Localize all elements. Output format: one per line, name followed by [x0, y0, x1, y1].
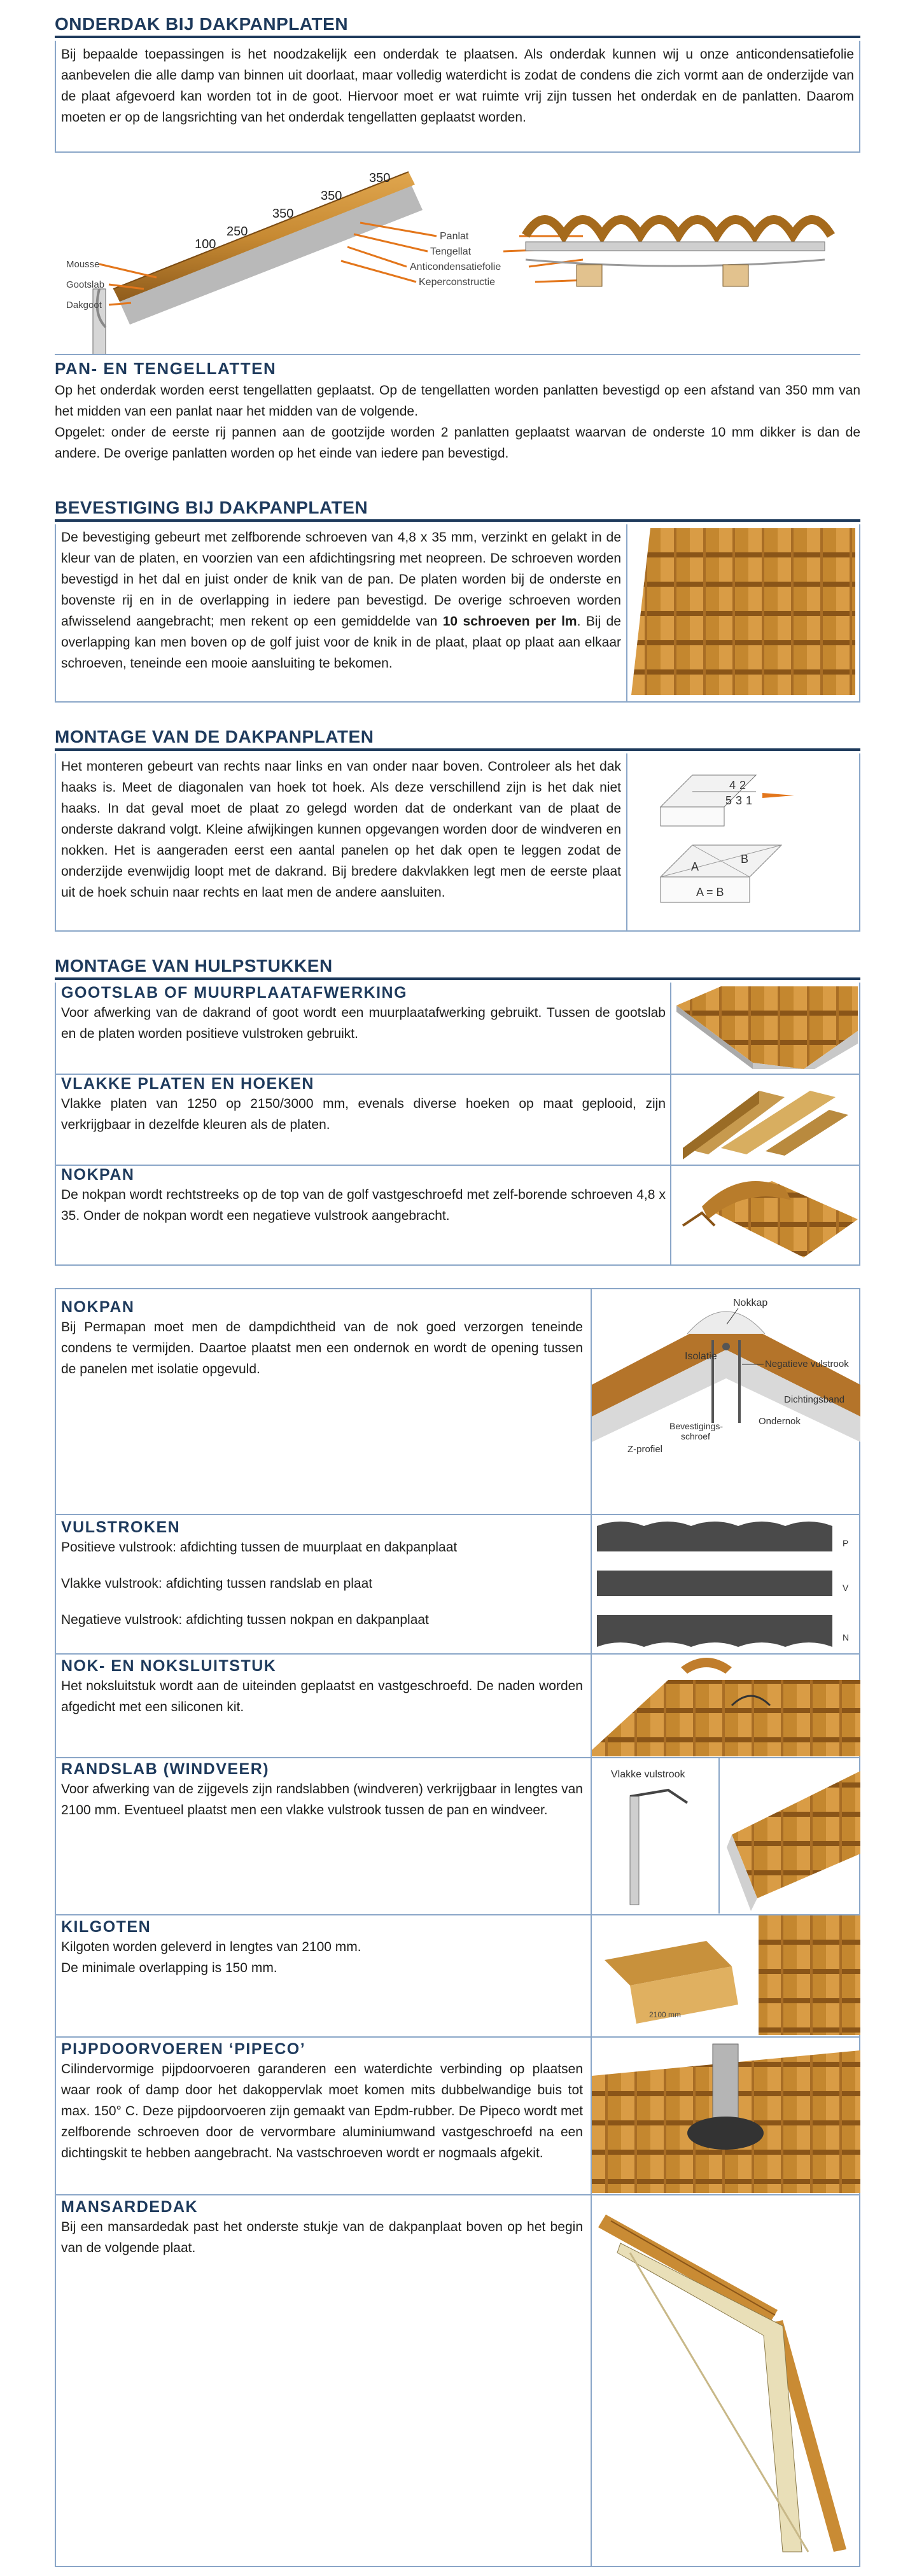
fig-eq: A = B	[696, 886, 724, 899]
item-title: KILGOTEN	[61, 1918, 151, 1936]
title-bar	[55, 519, 860, 522]
label-bevestigings: Bevestigings-	[669, 1421, 724, 1431]
item-title: RANDSLAB (WINDVEER)	[61, 1760, 270, 1778]
section-title: BEVESTIGING BIJ DAKPANPLATEN	[55, 498, 368, 517]
item-title: NOK- EN NOKSLUITSTUK	[61, 1657, 277, 1675]
vulstrook-row-2: Vlakke vulstrook: afdichting tussen randslab en plaat	[61, 1576, 373, 1591]
label-neg-vulstrook: Negatieve vulstrook	[765, 1359, 849, 1369]
item-nokpan	[61, 1166, 666, 1226]
dim-1: 100	[195, 237, 216, 251]
tech-nokslui	[61, 1657, 583, 1718]
randslab-image	[592, 1758, 860, 1914]
section-panlatten	[55, 355, 860, 470]
item-title: PIJPDOORVOEREN ‘PIPECO’	[61, 2040, 306, 2058]
item-text: Bij een mansardedak past het onderste stukje van de dakpanplaat boven op het begin van de volgende plaat.	[61, 2220, 583, 2255]
tech-mansarde	[61, 2198, 583, 2258]
vulstroken-image	[597, 1520, 858, 1649]
tech-randslab	[61, 1760, 583, 1821]
label-keper: Keperconstructie	[419, 277, 496, 288]
tech-kilgoten	[61, 1918, 583, 1978]
item-vlakke-platen	[61, 1075, 666, 1135]
label-gootslab: Gootslab	[66, 279, 105, 290]
section-hulpstukken	[55, 956, 860, 980]
label-zprofiel: Z-profiel	[627, 1444, 663, 1455]
item-text: Voor afwerking van de zijgevels zijn randslabben (windveren) verkrijgbaar in lengtes van 2100 mm. Eventueel plaatst men een vlakke vulstrook tussen de pan en windveer.	[61, 1782, 583, 1817]
item-text: Cilindervormige pijpdoorvoeren garanderen een waterdichte verbinding op plaatsen waar rook of damp door het dakoppervlak moet komen mits dubbelwandige buis tot max. 150° C. Deze pijpdoorvoeren zijn gemaakt van Epdm-rubber. De Pipeco wordt met zelfborende schroeven door de vervormbare aluminiumwand vastgeschroefd na een dichtingskit te hebben aangebracht. Na vastschroeven wordt er nogmaals afgekit.	[61, 2062, 583, 2160]
item-text: Vlakke platen van 1250 op 2150/3000 mm, evenals diverse hoeken op maat geplooid, zijn verkrijgbaar in dezelfde kleuren als de platen.	[61, 1096, 666, 1132]
fig-num-5: 5	[725, 794, 732, 807]
tile-wave	[526, 220, 831, 235]
label-panlat: Panlat	[440, 231, 469, 242]
section-bevestiging	[55, 498, 860, 522]
technical-box	[55, 1288, 860, 2567]
tech-vulstroken	[61, 1518, 583, 1630]
item-gootslab	[61, 984, 666, 1044]
fig-num-3: 3	[736, 794, 743, 807]
label-ondernok: Ondernok	[759, 1416, 801, 1427]
fig-num-4: 4	[729, 779, 736, 792]
gootslab-image	[676, 986, 858, 1069]
nok-section-diagram	[592, 1289, 860, 1513]
kilgoten-image	[592, 1915, 860, 2035]
roof-section-diagram	[55, 153, 860, 354]
keper-layer	[118, 185, 423, 325]
item-text: Het noksluitstuk wordt aan de uiteinden geplaatst en vastgeschroefd. De naden worden afgedicht met een siliconen kit.	[61, 1679, 583, 1714]
section-title: PAN- EN TENGELLATTEN	[55, 359, 277, 378]
onderdak-text: Bij bepaalde toepassingen is het noodzakelijk een onderdak te plaatsen. Als onderdak kunnen wij u onze anticondensatiefolie aanbevelen die alle damp van binnen uit doorlaat, maar volledig waterdicht is zodat de condens die zich vormt aan de onderzijde van de plaat afgevoerd kan worden tot in de goot. Hiervoor moet er wat ruimte vrij zijn tussen het onderdak en de panlatten. Daarom moeten er op de langsrichting van het onderdak tengellatten geplaatst worden.	[61, 47, 854, 125]
onderdak-text-box	[55, 41, 860, 153]
panlatten-text-1: Op het onderdak worden eerst tengellatten geplaatst. Op de tengellatten worden panlatten bevestigd op een afstand van 350 mm van het midden van een panlat naar het midden van de volgende.	[55, 383, 860, 419]
panlatten-text-2: Opgelet: onder de eerste rij pannen aan de gootzijde worden 2 panlatten geplaatst waarvan de onderste 10 mm dikker is dan de andere. De overige panlatten worden op het einde van iedere pan bevestigd.	[55, 425, 860, 461]
label-isolatie: Isolatie	[685, 1351, 717, 1362]
item-title: VLAKKE PLATEN EN HOEKEN	[61, 1075, 314, 1093]
title-bar	[55, 36, 860, 38]
dim-4: 350	[321, 189, 342, 203]
pijp-image	[592, 2038, 860, 2193]
fig-num-2: 2	[739, 779, 746, 792]
dakgoot-shape	[93, 289, 106, 354]
title-bar	[55, 977, 860, 980]
label-nokkap: Nokkap	[733, 1298, 768, 1308]
bevestiging-text-bold: 10 schroeven per lm	[442, 614, 577, 629]
montage-text: Het monteren gebeurt van rechts naar links en van onder naar boven. Controleer als het dak haaks is. Meet de diagonalen van hoek tot hoek. Als deze verschillend zijn is het dak niet haaks. In dat geval moet de plaat zo gelegd worden dat de onderkant van de plaat de onderste dakrand volgt. Kleine afwijkingen kunnen opgevangen worden door de windveren en nokken. Het is aangeraden eerst een aantal panelen op het dak open te leggen zodat de onderzijde evenwijdig loopt met de dakrand. Bij bredere dakvlakken legt men de eerste plaat uit de hoek schuin naar rechts en laat men de andere aansluiten.	[61, 759, 621, 900]
label-dichtingsband: Dichtingsband	[784, 1394, 845, 1405]
bevestiging-text-a: De bevestiging gebeurt met zelfborende schroeven van 4,8 x 35 mm, verzinkt en gelakt in de kleur van de platen, en voorzien van een afdichtingsring met neopreen. De schroeven worden bevestigd in het dal en juist onder de knik van de pan. De platen worden bij de onderste en bovenste rij en in de overlapping in iedere pan bevestigd. De overige schroeven worden afwisselend aangebracht; men rekent op een gemiddelde van	[61, 530, 621, 629]
fig-a: A	[691, 860, 699, 873]
section-title: MONTAGE VAN HULPSTUKKEN	[55, 956, 333, 976]
item-text: De nokpan wordt rechtstreeks op de top van de golf vastgeschroefd met zelf-borende schroeven 4,8 x 35. Onder de nokpan wordt een negatieve vulstrook aangebracht.	[61, 1187, 666, 1223]
fig-b: B	[741, 853, 749, 865]
label-tengellat: Tengellat	[430, 246, 472, 257]
item-text: Voor afwerking van de dakrand of goot wordt een muurplaatafwerking gebruikt. Tussen de gootslab en de platen worden positieve vulstroken gebruikt.	[61, 1005, 666, 1041]
mansarde-diagram	[592, 2195, 860, 2567]
label-mousse: Mousse	[66, 259, 100, 270]
item-text-1: Kilgoten worden geleverd in lengtes van 2100 mm.	[61, 1940, 361, 1954]
tile-layer	[113, 172, 415, 302]
label-vlakke-vulstrook: Vlakke vulstrook	[611, 1769, 685, 1780]
dim-2: 250	[227, 225, 248, 239]
nokslui-image	[592, 1655, 860, 1756]
bevestiging-text-b: . Bij de overlapping kan men boven op de golf juist voor de knik in de plaat, plaat op plaat aan elkaar schroeven, teneinde een mooie aansluiting te bekomen.	[61, 614, 621, 671]
nokpan-image	[676, 1168, 858, 1261]
item-title: MANSARDEDAK	[61, 2198, 199, 2216]
section-title: MONTAGE VAN DE DAKPANPLATEN	[55, 727, 374, 746]
dim-5: 350	[369, 171, 391, 185]
section-onderdak	[55, 14, 860, 38]
bevestiging-box	[55, 524, 860, 703]
label-schroef: schroef	[681, 1431, 710, 1441]
item-text-2: De minimale overlapping is 150 mm.	[61, 1961, 277, 1975]
tech-pijp	[61, 2040, 583, 2164]
vulstrook-row-1: Positieve vulstrook: afdichting tussen de muurplaat en dakpanplaat	[61, 1540, 458, 1555]
montage-box	[55, 753, 860, 932]
item-title: GOOTSLAB OF MUURPLAATAFWERKING	[61, 984, 408, 1002]
title-bar	[55, 748, 860, 751]
tech-nokpan	[61, 1298, 583, 1380]
tag-v: V	[843, 1583, 849, 1593]
item-title: NOKPAN	[61, 1166, 135, 1184]
vlakke-platen-image	[676, 1078, 858, 1161]
onderdak-diagram	[55, 153, 860, 355]
kilgoot-dim: 2100 mm	[649, 2010, 682, 2019]
label-dakgoot: Dakgoot	[66, 300, 102, 311]
tag-n: N	[843, 1632, 850, 1642]
item-title: VULSTROKEN	[61, 1518, 181, 1536]
item-title: NOKPAN	[61, 1298, 135, 1316]
section-montage	[55, 727, 860, 751]
label-folie: Anticondensatiefolie	[410, 262, 501, 272]
tag-p: P	[843, 1538, 849, 1548]
vulstrook-row-3: Negatieve vulstrook: afdichting tussen nokpan en dakpanplaat	[61, 1613, 429, 1627]
hulpstukken-box	[55, 983, 860, 1266]
fig-num-1: 1	[746, 794, 753, 807]
tiles-image	[631, 528, 855, 695]
item-text: Bij Permapan moet men de dampdichtheid van de nok goed verzorgen teneinde condens te vermijden. Daartoe plaatst men een ondernok en wordt de opening tussen de panelen met isolatie opgevuld.	[61, 1320, 583, 1376]
dim-3: 350	[272, 207, 294, 221]
bevestiging-text	[61, 527, 621, 674]
section-title: ONDERDAK BIJ DAKPANPLATEN	[55, 14, 349, 34]
montage-figure	[654, 769, 845, 921]
